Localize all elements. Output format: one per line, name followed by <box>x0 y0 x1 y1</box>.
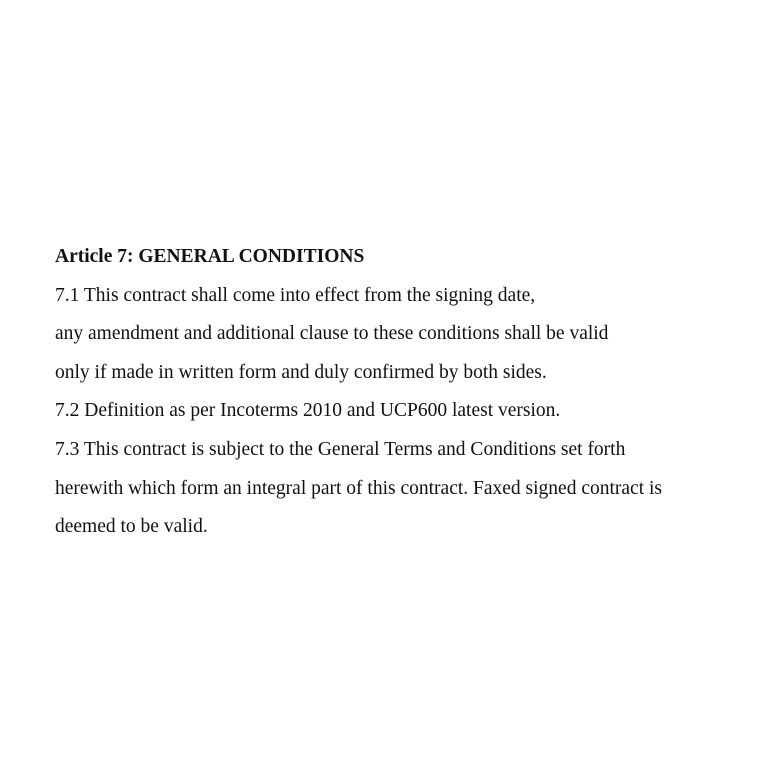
clause-7-3-line-2: herewith which form an integral part of this contract. Faxed signed contract is <box>55 477 663 499</box>
contract-article-section <box>55 238 755 547</box>
clause-7-3-line-3: deemed to be valid. <box>55 516 208 538</box>
clause-7-3-line-1: 7.3 This contract is subject to the General Terms and Conditions set forth <box>55 438 626 460</box>
clause-7-1-line-3: only if made in written form and duly confirmed by both sides. <box>55 361 547 383</box>
clause-7-2-line-1: 7.2 Definition as per Incoterms 2010 and UCP600 latest version. <box>55 400 561 422</box>
clause-7-1-line-1: 7.1 This contract shall come into effect from the signing date, <box>55 284 536 306</box>
article-heading: Article 7: GENERAL CONDITIONS <box>55 246 365 267</box>
clause-7-1-line-2: any amendment and additional clause to these conditions shall be valid <box>55 323 609 345</box>
